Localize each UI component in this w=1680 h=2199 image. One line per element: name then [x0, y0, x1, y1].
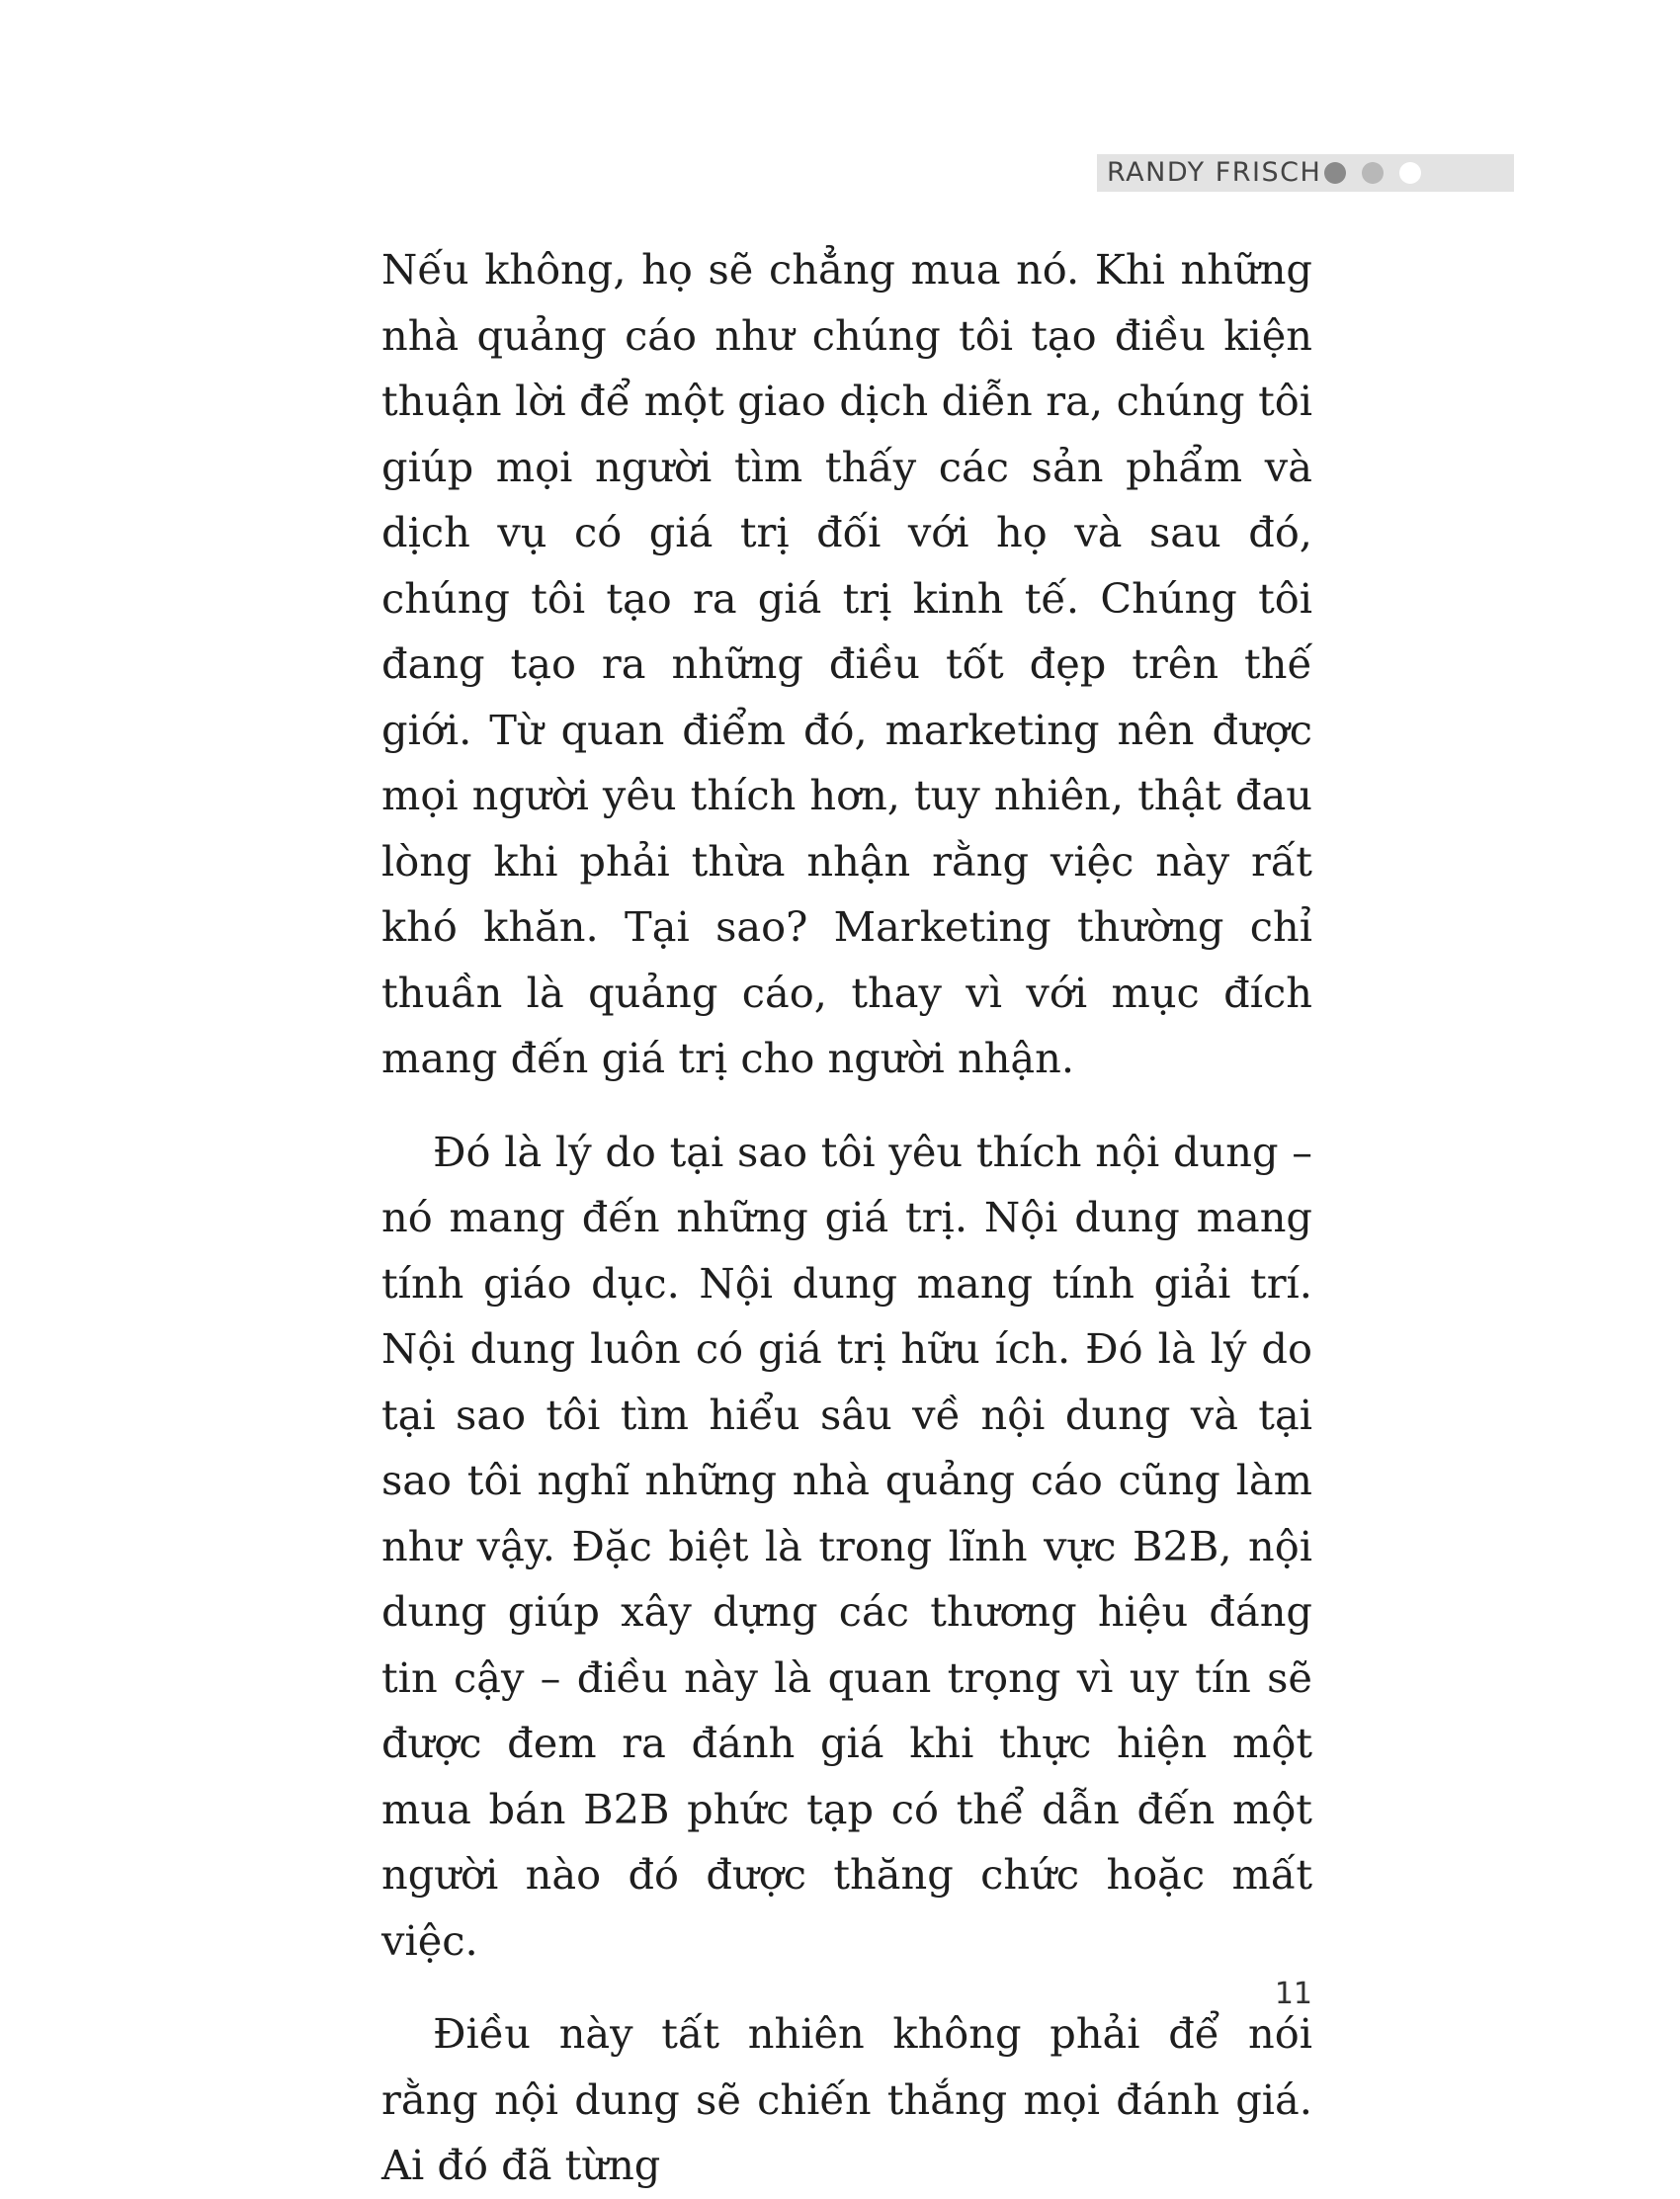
running-header [1097, 154, 1514, 192]
paragraph-1: Nếu không, họ sẽ chẳng mua nó. Khi những nhà quảng cáo như chúng tôi tạo điều kiện thuận lời để một giao dịch diễn ra, chúng tôi giúp mọi người tìm thấy các sản phẩm và dịch vụ có giá trị đối với họ và sau đó, chúng tôi tạo ra giá trị kinh tế. Chúng tôi đang tạo ra những điều tốt đẹp trên thế giới. Từ quan điểm đó, marketing nên được mọi người yêu thích hơn, tuy nhiên, thật đau lòng khi phải thừa nhận rằng việc này rất khó khăn. Tại sao? Marketing thường chỉ thuần là quảng cáo, thay vì với mục đích mang đến giá trị cho người nhận. [381, 245, 1312, 1082]
header-author: RANDY FRISCH [1107, 157, 1322, 188]
header-dot-medium [1362, 162, 1384, 184]
paragraph-2: Đó là lý do tại sao tôi yêu thích nội dung – nó mang đến những giá trị. Nội dung mang tính giáo dục. Nội dung mang tính giải trí. Nội dung luôn có giá trị hữu ích. Đó là lý do tại sao tôi tìm hiểu sâu về nội dung và tại sao tôi nghĩ những nhà quảng cáo cũng làm như vậy. Đặc biệt là trong lĩnh vực B2B, nội dung giúp xây dựng các thương hiệu đáng tin cậy – điều này là quan trọng vì uy tín sẽ được đem ra đánh giá khi thực hiện một mua bán B2B phức tạp có thể dẫn đến một người nào đó được thăng chức hoặc mất việc. [381, 1127, 1312, 1965]
header-dot-light [1399, 162, 1421, 184]
page-number: 11 [1274, 1977, 1312, 2011]
header-dot-dark [1324, 162, 1346, 184]
body-text [381, 237, 1312, 2199]
paragraph-3: Điều này tất nhiên không phải để nói rằng nội dung sẽ chiến thắng mọi đánh giá. Ai đó đã từng [381, 2009, 1312, 2189]
